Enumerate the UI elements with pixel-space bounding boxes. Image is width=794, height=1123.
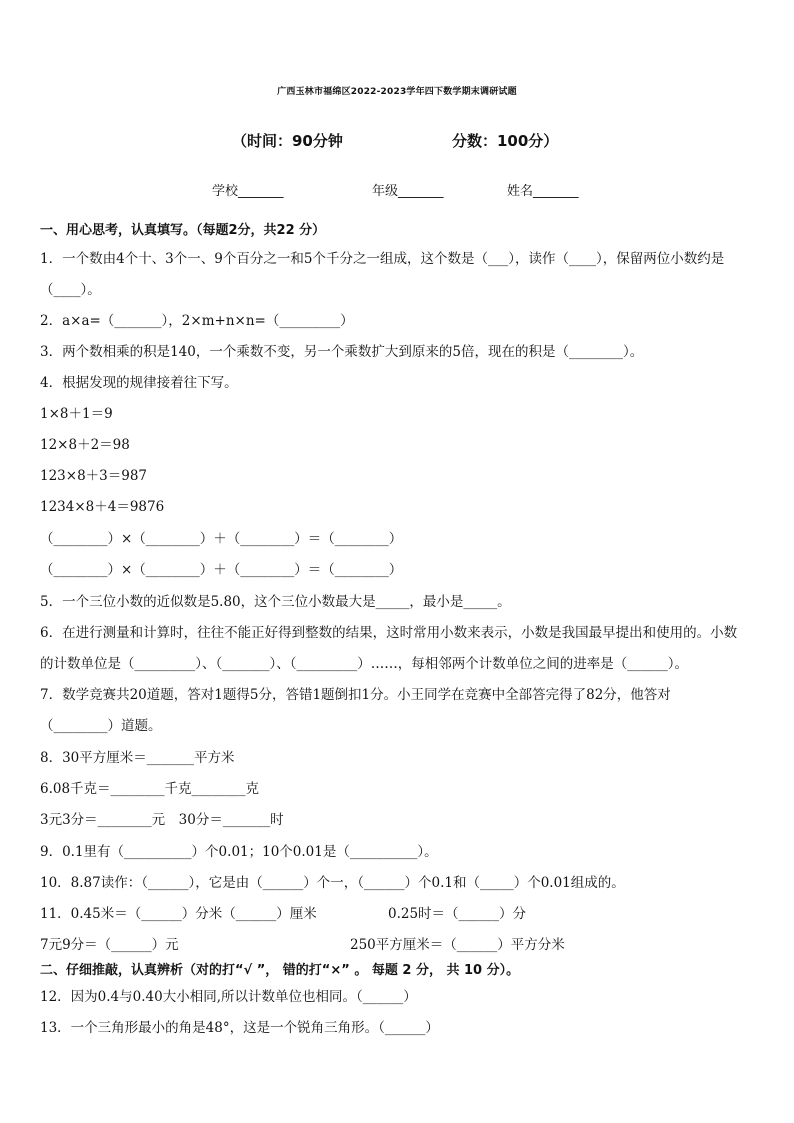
question-4-example-3: 123×8＋3＝987 [40, 468, 148, 484]
question-3: 3．两个数相乘的积是140，一个乘数不变，另一个乘数扩大到原来的5倍，现在的积是（________）。 [40, 344, 644, 360]
question-4-example-4: 1234×8＋4＝9876 [40, 499, 165, 515]
school-field: 学校_______ [212, 184, 284, 199]
question-12: 12．因为0.4与0.40大小相同,所以计数单位也相同。（______） [40, 989, 417, 1005]
question-6-line2: 的计数单位是（_________）、（_______）、（_________）……，每相邻两个计数单位之间的进率是（______）。 [40, 656, 688, 672]
exam-title: 广西玉林市福绵区2022-2023学年四下数学期末调研试题 [277, 87, 517, 97]
question-8-line3: 3元3分＝________元 30分＝_______时 [40, 812, 284, 828]
name-field: 姓名_______ [507, 184, 579, 199]
grade-field: 年级_______ [372, 184, 444, 199]
exam-score: 分数：100分） [452, 132, 559, 150]
question-1-line2: （____）。 [40, 282, 101, 298]
question-4-example-1: 1×8＋1＝9 [40, 406, 113, 422]
question-9: 9．0.1里有（__________）个0.01；10个0.01是（__________）。 [40, 844, 438, 860]
exam-time: （时间：90分钟 [232, 132, 343, 150]
question-7-line1: 7．数学竞赛共20道题，答对1题得5分，答错1题倒扣1分。小王同学在竞赛中全部答完得了82分，他答对 [40, 687, 671, 703]
question-4: 4．根据发现的规律接着往下写。 [40, 375, 238, 391]
question-4-blank-1: （________）×（________）＋（________）＝（________） [40, 531, 403, 547]
question-11-d: 250平方厘米＝（______）平方分米 [350, 937, 565, 953]
section1-heading: 一、用心思考，认真填写。（每题2分，共22 分） [40, 223, 326, 238]
question-7-line2: （________）道题。 [40, 718, 162, 734]
section2-heading: 二、仔细推敲，认真辨析（对的打“√ ”， 错的打“×” 。 每题 2 分， 共 10 分）。 [40, 963, 520, 978]
question-11-a: 11．0.45米＝（______）分米（______）厘米 [40, 906, 317, 922]
question-6-line1: 6．在进行测量和计算时，往往不能正好得到整数的结果，这时常用小数来表示，小数是我国最早提出和使用的。小数 [40, 625, 738, 641]
question-1-line1: 1．一个数由4个十、3个一、9个百分之一和5个千分之一组成，这个数是（___），读作（____），保留两位小数约是 [40, 251, 725, 267]
question-8-line2: 6.08千克＝________千克________克 [40, 781, 260, 797]
question-4-example-2: 12×8＋2＝98 [40, 437, 130, 453]
question-13: 13．一个三角形最小的角是48°，这是一个锐角三角形。（______） [40, 1020, 439, 1036]
question-2: 2．a×a=（_______），2×m+n×n=（_________） [40, 313, 354, 329]
question-5: 5．一个三位小数的近似数是5.80，这个三位小数最大是_____，最小是_____。 [40, 594, 511, 610]
question-11-b: 0.25时＝（______）分 [388, 906, 527, 922]
question-11-c: 7元9分＝（______）元 [40, 937, 179, 953]
question-8-line1: 8．30平方厘米＝_______平方米 [40, 750, 235, 766]
question-10: 10．8.87读作：（______），它是由（______）个一，（______）个0.1和（_____）个0.01组成的。 [40, 875, 625, 891]
question-4-blank-2: （________）×（________）＋（________）＝（________） [40, 562, 403, 578]
